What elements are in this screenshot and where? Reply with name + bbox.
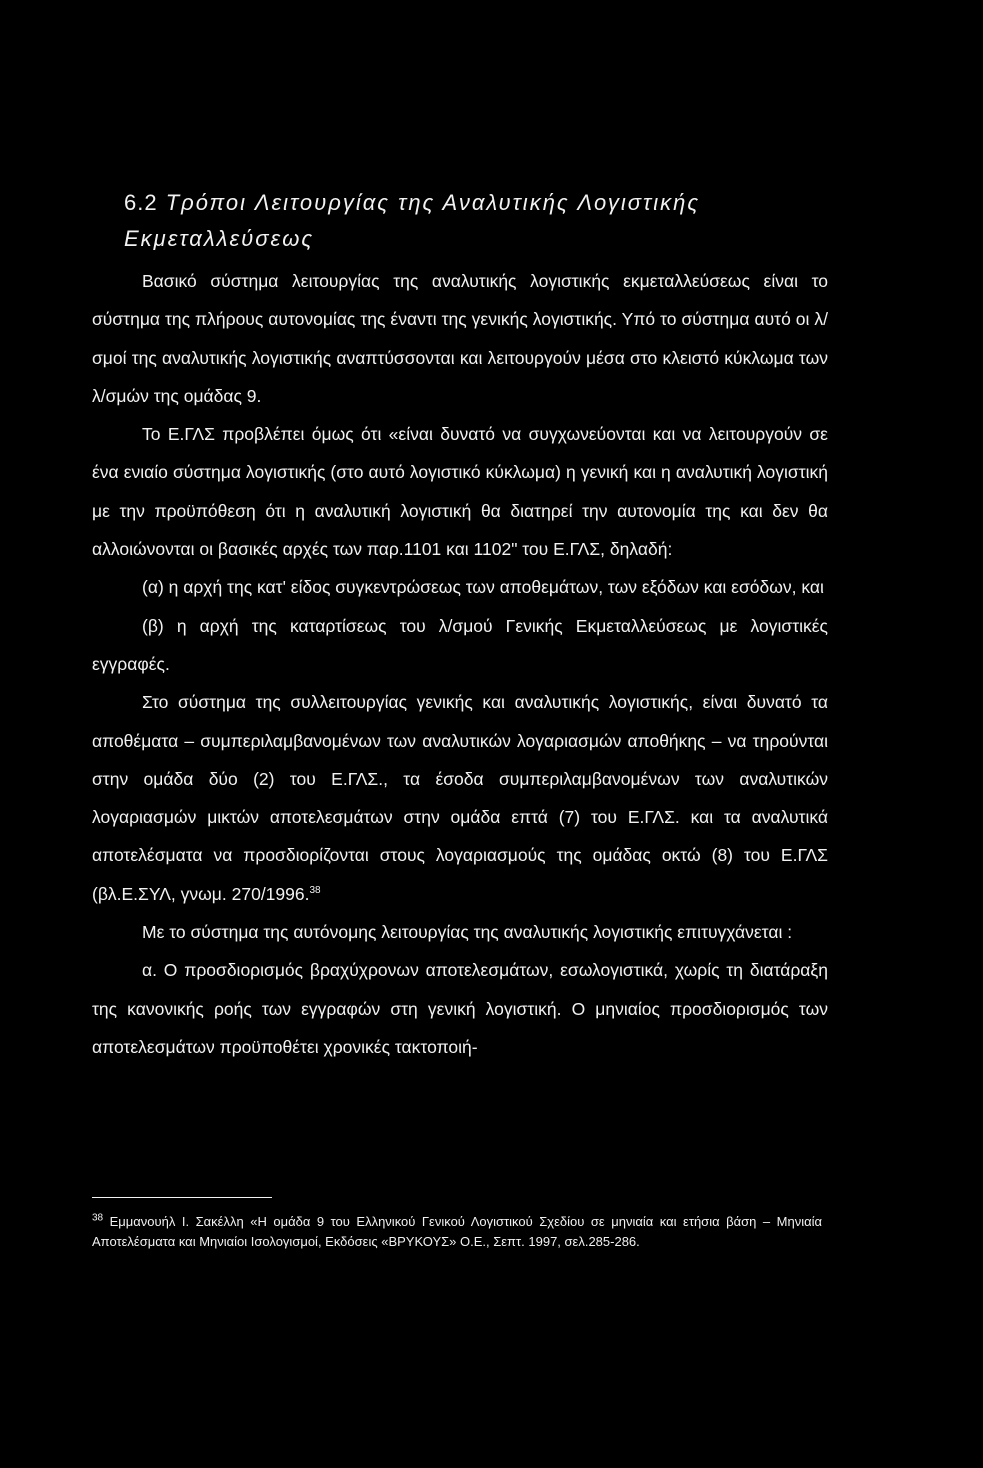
paragraph-3-text: Στο σύστημα της συλλειτουργίας γενικής και αναλυτικής λογιστικής, είναι δυνατό τα αποθέματα – συμπεριλαμβανομένων των αναλυτικών λογαριασμών αποθήκης – να τηρούνται στην ομάδα δύο (2) του Ε.ΓΛΣ., τα έσοδα συμπεριλαμβανομένων των αναλυτικών λογαριασμών μικτών αποτελεσμάτων στην ομάδα επτά (7) του Ε.ΓΛΣ. και τα αναλυτικά αποτελέσματα να προσδιορίζονται στους λογαριασμούς της ομάδας οκτώ (8) του Ε.ΓΛΣ (βλ.Ε.ΣΥΛ, γνωμ. 270/1996. xyxy=(92,692,828,904)
section-heading xyxy=(124,185,854,257)
footnote-text: Εμμανουήλ Ι. Σακέλλη «Η ομάδα 9 του Ελληνικού Γενικού Λογιστικού Σχεδίου σε μηνιαία και ετήσια βάση – Μηνιαία Αποτελέσματα και Μηνιαίοι Ισολογισμοί, Εκδόσεις «ΒΡΥΚΟΥΣ» Ο.Ε., Σεπτ. 1997, σελ.285-286. xyxy=(92,1214,822,1249)
paragraph-4: Με το σύστημα της αυτόνομης λειτουργίας της αναλυτικής λογιστικής επιτυγχάνεται : xyxy=(142,922,793,943)
list-item-c: α. Ο προσδιορισμός βραχύχρονων αποτελεσμάτων, εσωλογιστικά, χωρίς τη διατάραξη της κανονικής ροής των εγγραφών στη γενική λογιστική. Ο μηνιαίος προσδιορισμός των αποτελεσμάτων προϋποθέτει χρονικές τακτοποιή- xyxy=(92,960,828,1057)
footnote xyxy=(92,1212,822,1252)
list-item-b: (β) η αρχή της καταρτίσεως του λ/σμού Γενικής Εκμεταλλεύσεως με λογιστικές εγγραφές. xyxy=(92,615,828,674)
section-title: Τρόποι Λειτουργίας της Αναλυτικής Λογιστικής Εκμεταλλεύσεως xyxy=(124,190,701,251)
paragraph-3 xyxy=(92,683,828,913)
footnote-number: 38 xyxy=(92,1212,104,1224)
section-number: 6.2 xyxy=(124,190,158,215)
body-text xyxy=(92,262,828,1066)
footnote-ref: 38 xyxy=(309,884,321,896)
footnote-divider xyxy=(92,1197,272,1198)
list-item-a: (α) η αρχή της κατ' είδος συγκεντρώσεως των αποθεμάτων, των εξόδων και εσόδων, και xyxy=(142,577,824,598)
paragraph-2: Το Ε.ΓΛΣ προβλέπει όμως ότι «είναι δυνατό να συγχωνεύονται και να λειτουργούν σε ένα ενιαίο σύστημα λογιστικής (στο αυτό λογιστικό κύκλωμα) η γενική και η αναλυτική λογιστική με την προϋπόθεση ότι η αναλυτική λογιστική θα διατηρεί την αυτονομία της και δεν θα αλλοιώνονται οι βασικές αρχές των παρ.1101 και 1102" του Ε.ΓΛΣ, δηλαδή: xyxy=(92,424,828,560)
paragraph-1: Βασικό σύστημα λειτουργίας της αναλυτικής λογιστικής εκμεταλλεύσεως είναι το σύστημα της πλήρους αυτονομίας της έναντι της γενικής λογιστικής. Υπό το σύστημα αυτό οι λ/σμοί της αναλυτικής λογιστικής αναπτύσσονται και λειτουργούν μέσα στο κλειστό κύκλωμα των λ/σμών της ομάδας 9. xyxy=(92,271,828,406)
